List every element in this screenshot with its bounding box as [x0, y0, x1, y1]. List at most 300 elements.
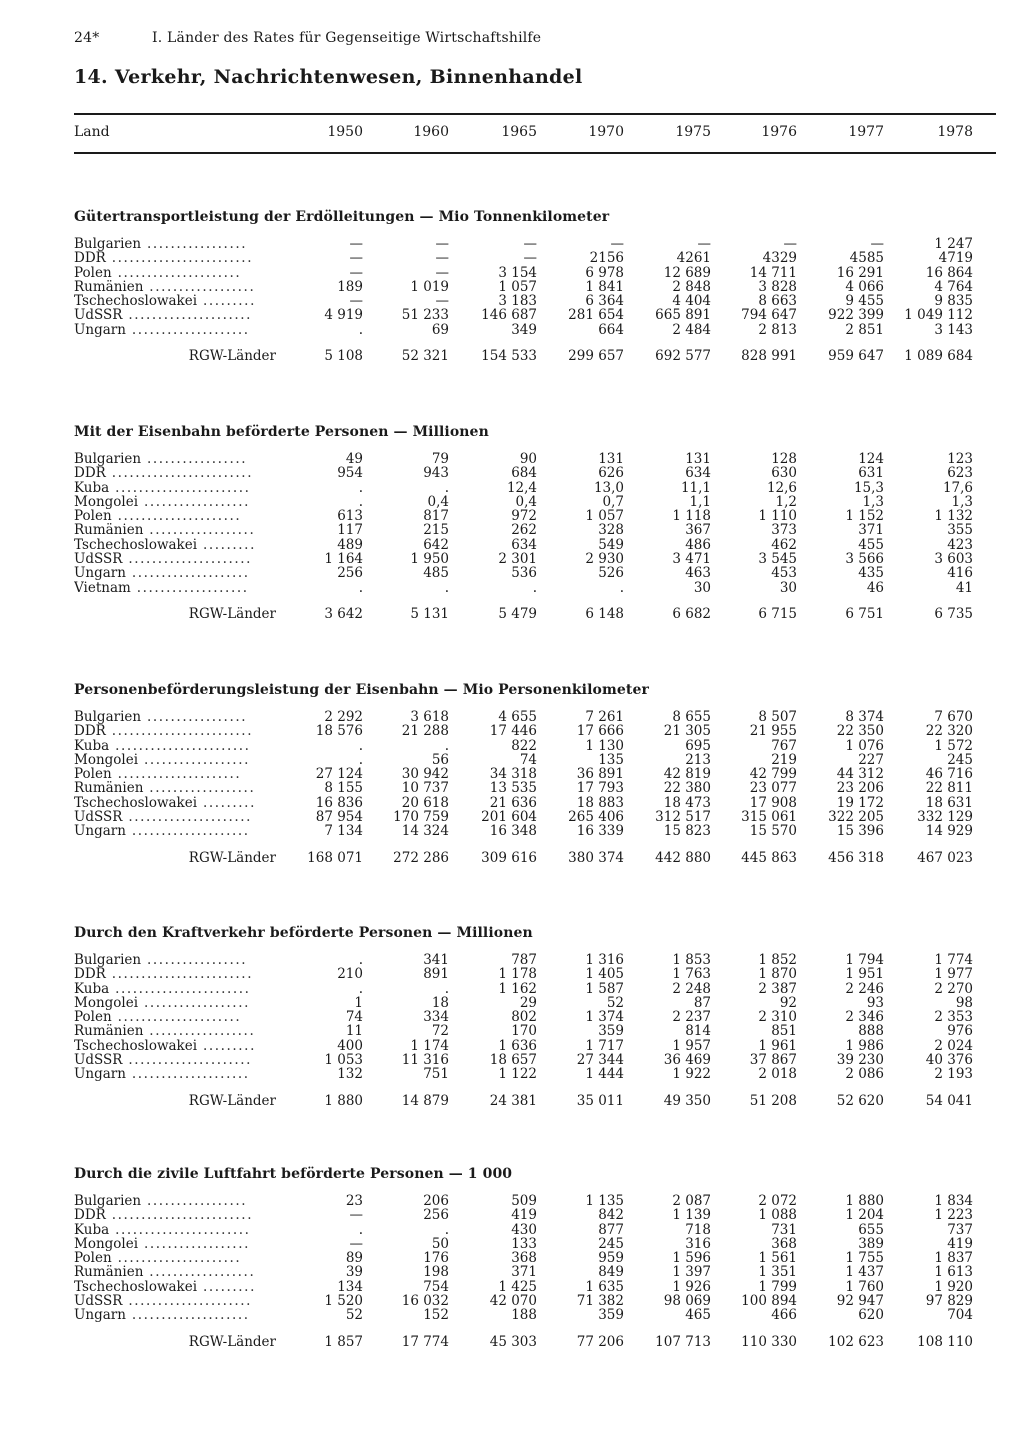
leader-dots: ........................ [105, 1208, 254, 1223]
value-cell: . [358, 1221, 363, 1238]
country-label [74, 824, 276, 838]
value-cell: 12,6 [766, 479, 797, 496]
total-value-cell: 1 089 684 [904, 348, 973, 365]
value-cell: 4261 [676, 250, 711, 267]
country-name: Kuba [74, 480, 110, 495]
table-row [0, 581, 1024, 595]
value-cell: 52 [345, 1307, 363, 1324]
table-row [0, 982, 1024, 996]
value-cell: 851 [771, 1023, 797, 1040]
value-cell: 3 143 [934, 321, 973, 338]
country-name: Ungarn [74, 824, 126, 839]
value-cell: 18 576 [315, 723, 363, 740]
leader-dots: ........................ [105, 251, 254, 266]
value-cell: — [349, 1207, 363, 1224]
value-cell: 2 353 [934, 1009, 973, 1026]
value-cell: 3 566 [845, 551, 884, 568]
table-row [0, 1280, 1024, 1294]
value-cell: 2 248 [672, 980, 711, 997]
value-cell: 41 [955, 579, 973, 596]
value-cell: 2 018 [758, 1066, 797, 1083]
table-row [0, 810, 1024, 824]
value-cell: 536 [511, 565, 537, 582]
total-value-cell: 108 110 [917, 1333, 973, 1350]
country-label [74, 1010, 276, 1024]
value-cell: 1 852 [758, 952, 797, 968]
country-label [74, 810, 276, 824]
value-cell: 526 [598, 565, 624, 582]
value-cell: 423 [947, 536, 973, 553]
leader-dots: ..................... [111, 265, 242, 280]
value-cell: 22 320 [925, 723, 973, 740]
country-label [74, 1251, 276, 1265]
leader-dots: ........................ [105, 724, 254, 739]
country-name: DDR [74, 466, 106, 481]
value-cell: 389 [858, 1235, 884, 1252]
value-cell: 664 [598, 321, 624, 338]
leader-dots: ....................... [109, 480, 251, 495]
value-cell: 4 764 [934, 278, 973, 295]
value-cell: 1 520 [324, 1293, 363, 1310]
value-cell: . [358, 980, 363, 997]
value-cell: 15 396 [836, 823, 884, 840]
section-rows [0, 953, 1024, 1109]
value-cell: 315 061 [741, 809, 797, 826]
total-value-cell: 5 131 [410, 605, 449, 622]
value-cell: 509 [511, 1193, 537, 1209]
country-label [74, 1194, 276, 1208]
value-cell: 3 183 [498, 293, 537, 310]
value-cell: . [358, 321, 363, 338]
table-row [0, 1053, 1024, 1067]
value-cell: . [358, 579, 363, 596]
value-cell: 1 152 [845, 508, 884, 525]
value-cell: 1 880 [845, 1193, 884, 1209]
country-label [74, 237, 276, 251]
value-cell: — [610, 236, 624, 252]
value-cell: 802 [511, 1009, 537, 1026]
value-cell: 4 655 [498, 709, 537, 725]
value-cell: 15 570 [749, 823, 797, 840]
value-cell: 849 [598, 1264, 624, 1281]
country-name: DDR [74, 1208, 106, 1223]
country-name: Rumänien [74, 279, 144, 295]
value-cell: 1 760 [845, 1278, 884, 1295]
table-header [0, 124, 1024, 144]
value-cell: 3 154 [498, 264, 537, 281]
total-value-cell: 51 208 [749, 1092, 797, 1109]
value-cell: 1 057 [498, 278, 537, 295]
value-cell: 642 [423, 536, 449, 553]
value-cell: 39 [345, 1264, 363, 1281]
value-cell: 36 891 [576, 766, 624, 783]
value-cell: 34 318 [489, 766, 537, 783]
value-cell: . [358, 751, 363, 768]
value-cell: — [435, 250, 449, 267]
value-cell: 1,2 [775, 493, 797, 510]
total-value-cell: 1 880 [324, 1092, 363, 1109]
value-cell: 128 [771, 451, 797, 467]
value-cell: 2156 [589, 250, 624, 267]
value-cell: 485 [423, 565, 449, 582]
value-cell: 8 374 [845, 709, 884, 725]
country-label [74, 1208, 276, 1222]
value-cell: 842 [598, 1207, 624, 1224]
value-cell: 1 926 [672, 1278, 711, 1295]
country-name: Vietnam [74, 580, 131, 595]
value-cell: — [349, 264, 363, 281]
country-name: DDR [74, 251, 106, 266]
leader-dots: ..................... [122, 1294, 253, 1309]
value-cell: — [349, 1235, 363, 1252]
section-title: Gütertransportleistung der Erdölleitungen — Mio Tonnenkilometer [74, 209, 610, 225]
value-cell: 1 986 [845, 1037, 884, 1054]
value-cell: 704 [947, 1307, 973, 1324]
year-column-header: 1975 [675, 124, 711, 140]
country-label [74, 280, 276, 294]
value-cell: . [358, 493, 363, 510]
table-row [0, 323, 1024, 337]
value-cell: 2 848 [672, 278, 711, 295]
value-cell: 123 [947, 451, 973, 467]
leader-dots: ..................... [122, 1053, 253, 1068]
total-value-cell: 692 577 [655, 348, 711, 365]
value-cell: 14 324 [401, 823, 449, 840]
country-label [74, 982, 276, 996]
country-label [74, 739, 276, 753]
leader-dots: ................. [141, 1194, 248, 1209]
value-cell: 9 455 [845, 293, 884, 310]
value-cell: 1 057 [585, 508, 624, 525]
country-name: Bulgarien [74, 452, 142, 467]
value-cell: 1 561 [758, 1250, 797, 1267]
value-cell: 2 930 [585, 551, 624, 568]
table-row [0, 452, 1024, 466]
value-cell: 371 [858, 522, 884, 539]
value-cell: 12 689 [663, 264, 711, 281]
value-cell: 146 687 [481, 307, 537, 324]
value-cell: 11 316 [401, 1052, 449, 1069]
leader-dots: ................. [141, 452, 248, 467]
value-cell: 665 891 [655, 307, 711, 324]
value-cell: 21 955 [749, 723, 797, 740]
total-value-cell: 5 108 [324, 348, 363, 365]
leader-dots: .................. [143, 1265, 256, 1280]
value-cell: 1 088 [758, 1207, 797, 1224]
table-row [0, 1194, 1024, 1208]
value-cell: 23 077 [749, 780, 797, 797]
country-name: Rumänien [74, 523, 144, 538]
country-label [74, 452, 276, 466]
value-cell: 6 364 [585, 293, 624, 310]
table-row [0, 967, 1024, 981]
country-label [74, 1223, 276, 1237]
value-cell: 814 [685, 1023, 711, 1040]
country-name: Polen [74, 265, 112, 280]
table-row [0, 1208, 1024, 1222]
value-cell: 9 835 [934, 293, 973, 310]
total-value-cell: 309 616 [481, 849, 537, 866]
country-name: Tschechoslowakei [74, 1279, 198, 1295]
value-cell: 1 717 [585, 1037, 624, 1054]
total-value-cell: 168 071 [307, 849, 363, 866]
value-cell: 170 759 [393, 809, 449, 826]
country-label [74, 796, 276, 810]
country-name: Ungarn [74, 566, 126, 581]
value-cell: 1 425 [498, 1278, 537, 1295]
total-value-cell: 3 642 [324, 605, 363, 622]
country-name: Bulgarien [74, 953, 142, 968]
value-cell: 7 134 [324, 823, 363, 840]
value-cell: 4 404 [672, 293, 711, 310]
value-cell: 52 [606, 994, 624, 1011]
table-row [0, 767, 1024, 781]
value-cell: 1 132 [934, 508, 973, 525]
value-cell: 13 535 [489, 780, 537, 797]
value-cell: 1 853 [672, 952, 711, 968]
value-cell: 72 [431, 1023, 449, 1040]
value-cell: — [349, 250, 363, 267]
value-cell: 2 237 [672, 1009, 711, 1026]
leader-dots: ......... [197, 1279, 256, 1295]
value-cell: 2 270 [934, 980, 973, 997]
total-value-cell: 299 657 [568, 348, 624, 365]
value-cell: 367 [685, 522, 711, 539]
value-cell: 281 654 [568, 307, 624, 324]
country-label [74, 1024, 276, 1038]
country-label [74, 1308, 276, 1322]
value-cell: 316 [685, 1235, 711, 1252]
country-name: Kuba [74, 738, 110, 753]
value-cell: 42 070 [489, 1293, 537, 1310]
value-cell: 1 444 [585, 1066, 624, 1083]
value-cell: 1,3 [951, 493, 973, 510]
leader-dots: ..................... [111, 509, 242, 524]
value-cell: 888 [858, 1023, 884, 1040]
country-label [74, 1039, 276, 1053]
country-name: UdSSR [74, 1294, 123, 1309]
country-name: UdSSR [74, 810, 123, 825]
table-row [0, 796, 1024, 810]
value-cell: 1 139 [672, 1207, 711, 1224]
country-name: Mongolei [74, 995, 139, 1011]
total-label: RGW-Länder [188, 1092, 276, 1109]
country-name: UdSSR [74, 308, 123, 323]
table-row [0, 996, 1024, 1010]
value-cell: 89 [345, 1250, 363, 1267]
value-cell: 371 [511, 1264, 537, 1281]
table-row [0, 1039, 1024, 1053]
country-name: Bulgarien [74, 710, 142, 725]
value-cell: 74 [345, 1009, 363, 1026]
value-cell: . [532, 579, 537, 596]
value-cell: 10 737 [401, 780, 449, 797]
table-row [0, 509, 1024, 523]
value-cell: 1 870 [758, 966, 797, 983]
country-label [74, 251, 276, 265]
total-value-cell: 272 286 [393, 849, 449, 866]
table-row [0, 1294, 1024, 1308]
section-title: Durch die zivile Luftfahrt beförderte Personen — 1 000 [74, 1166, 513, 1182]
table-row [0, 953, 1024, 967]
value-cell: 97 829 [925, 1293, 973, 1310]
table-row [0, 523, 1024, 537]
country-label [74, 967, 276, 981]
value-cell: 1 374 [585, 1009, 624, 1026]
value-cell: 1 397 [672, 1264, 711, 1281]
value-cell: 1,1 [689, 493, 711, 510]
leader-dots: .................... [125, 1308, 250, 1323]
value-cell: 0,7 [602, 493, 624, 510]
value-cell: 1 204 [845, 1207, 884, 1224]
value-cell: 1 977 [934, 966, 973, 983]
total-value-cell: 45 303 [489, 1333, 537, 1350]
table-row [0, 266, 1024, 280]
value-cell: 751 [423, 1066, 449, 1083]
table-row [0, 1265, 1024, 1279]
value-cell: 11,1 [680, 479, 711, 496]
value-cell: 2 087 [672, 1193, 711, 1209]
value-cell: 1 763 [672, 966, 711, 983]
leader-dots: ................. [141, 953, 248, 968]
leader-dots: ......... [197, 795, 256, 811]
section-rows [0, 452, 1024, 622]
table-row [0, 753, 1024, 767]
country-name: Tschechoslowakei [74, 795, 198, 811]
value-cell: 21 288 [401, 723, 449, 740]
country-name: Bulgarien [74, 237, 142, 252]
table-row [0, 495, 1024, 509]
year-column-header: 1977 [848, 124, 884, 140]
value-cell: 71 382 [576, 1293, 624, 1310]
leader-dots: ........................ [105, 466, 254, 481]
header-rule-top [74, 113, 996, 115]
country-label [74, 552, 276, 566]
leader-dots: ................. [141, 710, 248, 725]
country-label [74, 294, 276, 308]
country-label [74, 753, 276, 767]
table-row [0, 1251, 1024, 1265]
value-cell: 132 [337, 1066, 363, 1083]
total-value-cell: 6 148 [585, 605, 624, 622]
value-cell: 69 [431, 321, 449, 338]
value-cell: 631 [858, 465, 884, 482]
country-label [74, 509, 276, 523]
leader-dots: .................. [143, 1024, 256, 1039]
value-cell: 117 [337, 522, 363, 539]
total-value-cell: 380 374 [568, 849, 624, 866]
leader-dots: .................. [143, 279, 256, 295]
value-cell: 170 [511, 1023, 537, 1040]
value-cell: 11 [345, 1023, 363, 1040]
value-cell: 954 [337, 465, 363, 482]
value-cell: 16 864 [925, 264, 973, 281]
leader-dots: .................. [138, 995, 250, 1011]
value-cell: 210 [337, 966, 363, 983]
value-cell: 1 636 [498, 1037, 537, 1054]
value-cell: 4 066 [845, 278, 884, 295]
value-cell: 1 316 [585, 952, 624, 968]
country-label [74, 466, 276, 480]
table-row [0, 566, 1024, 580]
value-cell: 98 [955, 994, 973, 1011]
country-name: UdSSR [74, 552, 123, 567]
country-label [74, 481, 276, 495]
value-cell: 74 [519, 751, 537, 768]
value-cell: 16 348 [489, 823, 537, 840]
value-cell: 0,4 [427, 493, 449, 510]
leader-dots: .................... [125, 322, 250, 338]
value-cell: 37 867 [749, 1052, 797, 1069]
value-cell: — [435, 293, 449, 310]
value-cell: 1 437 [845, 1264, 884, 1281]
value-cell: 6 978 [585, 264, 624, 281]
total-label: RGW-Länder [188, 348, 276, 365]
total-value-cell: 102 623 [828, 1333, 884, 1350]
value-cell: 1 049 112 [904, 307, 973, 324]
value-cell: 419 [947, 1235, 973, 1252]
value-cell: 1 613 [934, 1264, 973, 1281]
value-cell: 822 [511, 737, 537, 754]
value-cell: . [358, 952, 363, 968]
value-cell: 16 032 [401, 1293, 449, 1310]
value-cell: 13,0 [593, 479, 624, 496]
value-cell: 92 947 [836, 1293, 884, 1310]
value-cell: 3 545 [758, 551, 797, 568]
value-cell: 176 [423, 1250, 449, 1267]
total-value-cell: 14 879 [401, 1092, 449, 1109]
value-cell: 23 206 [836, 780, 884, 797]
country-name: Polen [74, 767, 112, 782]
table-row [0, 251, 1024, 265]
value-cell: 1 587 [585, 980, 624, 997]
value-cell: 1,3 [862, 493, 884, 510]
value-cell: 2 484 [672, 321, 711, 338]
value-cell: — [523, 250, 537, 267]
value-cell: 1 841 [585, 278, 624, 295]
leader-dots: ..................... [111, 1251, 242, 1266]
total-value-cell: 52 620 [836, 1092, 884, 1109]
value-cell: 462 [771, 536, 797, 553]
country-name: Polen [74, 509, 112, 524]
total-value-cell: 17 774 [401, 1333, 449, 1350]
value-cell: 634 [685, 465, 711, 482]
value-cell: 3 471 [672, 551, 711, 568]
value-cell: 489 [337, 536, 363, 553]
value-cell: 1 755 [845, 1250, 884, 1267]
value-cell: 1 951 [845, 966, 884, 983]
country-name: Tschechoslowakei [74, 1038, 198, 1054]
running-head [74, 30, 541, 46]
value-cell: 213 [685, 751, 711, 768]
value-cell: 27 344 [576, 1052, 624, 1069]
country-name: Polen [74, 1010, 112, 1025]
value-cell: 312 517 [655, 809, 711, 826]
table-row [0, 1010, 1024, 1024]
table-row [0, 739, 1024, 753]
value-cell: 219 [771, 751, 797, 768]
total-value-cell: 154 533 [481, 348, 537, 365]
country-name: Kuba [74, 981, 110, 996]
value-cell: 1 794 [845, 952, 884, 968]
value-cell: 943 [423, 465, 449, 482]
country-label [74, 266, 276, 280]
value-cell: 731 [771, 1221, 797, 1238]
value-cell: 466 [771, 1307, 797, 1324]
table-row [0, 1308, 1024, 1322]
value-cell: 787 [511, 952, 537, 968]
value-cell: 623 [947, 465, 973, 482]
